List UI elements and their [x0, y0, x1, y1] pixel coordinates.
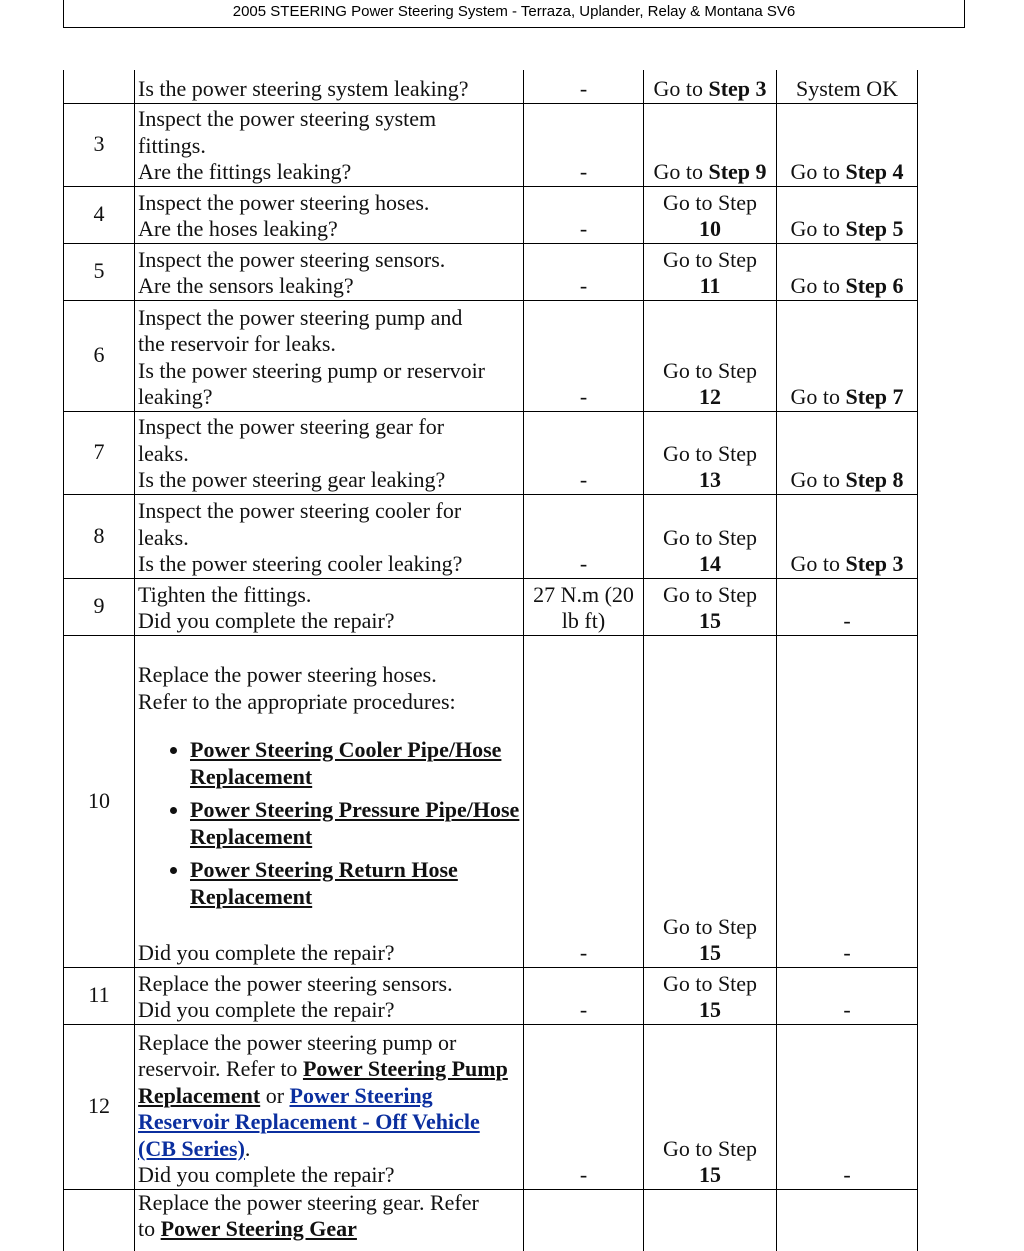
action-cell: Replace the power steering sensors. Did you complete the repair? — [135, 967, 524, 1024]
page-header: 2005 STEERING Power Steering System - Terraza, Uplander, Relay & Montana SV6 — [63, 0, 965, 28]
step-number — [64, 70, 135, 103]
link-steering-gear[interactable]: Power Steering Gear — [160, 1216, 357, 1241]
step-number: 11 — [64, 967, 135, 1024]
step-number: 12 — [64, 1024, 135, 1189]
procedure-link-cooler-hose[interactable]: • Power Steering Cooler Pipe/Hose Replacement — [190, 737, 520, 790]
table-row — [64, 494, 918, 578]
value-cell: - — [524, 1024, 644, 1189]
step-number: 8 — [64, 494, 135, 578]
yes-cell: Go to Step 3 — [644, 70, 777, 103]
action-cell: Inspect the power steering gear for leaks. Is the power steering gear leaking? — [135, 411, 524, 494]
yes-cell: Go to Step 15 — [644, 967, 777, 1024]
table-row — [64, 103, 918, 186]
value-cell: - — [524, 300, 644, 411]
procedure-link-return-hose[interactable]: • Power Steering Return Hose Replacement — [190, 857, 520, 910]
step-number: 9 — [64, 578, 135, 635]
no-cell: Go to Step 8 — [777, 411, 918, 494]
no-cell: - — [777, 578, 918, 635]
yes-cell — [644, 1189, 777, 1251]
value-cell: - — [524, 186, 644, 243]
value-cell — [524, 1189, 644, 1251]
no-cell: - — [777, 967, 918, 1024]
step-number: 10 — [64, 635, 135, 967]
action-cell: Replace the power steering hoses. Refer to the appropriate procedures: • Power Steering Cooler Pipe/Hose Replacement • Power Steering Pressure Pipe/Hose Replacement • Power Steering Return Hose Replacement Did you complete the repair? — [135, 635, 524, 967]
table-row — [64, 186, 918, 243]
no-cell: Go to Step 5 — [777, 186, 918, 243]
yes-cell: Go to Step 11 — [644, 243, 777, 300]
link-reservoir-replacement[interactable]: Power Steering Reservoir Replacement - Off Vehicle (CB Series) — [138, 1082, 480, 1161]
action-cell: Inspect the power steering pump and the reservoir for leaks. Is the power steering pump or reservoir leaking? — [135, 300, 524, 411]
value-cell: - — [524, 103, 644, 186]
yes-cell: Go to Step 14 — [644, 494, 777, 578]
value-cell: - — [524, 635, 644, 967]
yes-cell: Go to Step 12 — [644, 300, 777, 411]
yes-cell: Go to Step 10 — [644, 186, 777, 243]
table-row — [64, 411, 918, 494]
no-cell: Go to Step 4 — [777, 103, 918, 186]
step-number: 5 — [64, 243, 135, 300]
action-cell: Replace the power steering gear. Refer to Power Steering Gear — [135, 1189, 524, 1251]
table-row — [64, 70, 918, 103]
table-row — [64, 967, 918, 1024]
no-cell: Go to Step 3 — [777, 494, 918, 578]
yes-cell: Go to Step 15 — [644, 635, 777, 967]
yes-cell: Go to Step 13 — [644, 411, 777, 494]
no-cell: Go to Step 7 — [777, 300, 918, 411]
step-number: 6 — [64, 300, 135, 411]
table-row — [64, 243, 918, 300]
value-cell: - — [524, 411, 644, 494]
diagnostic-table — [63, 70, 918, 1251]
value-cell: - — [524, 494, 644, 578]
link-pump-replacement[interactable]: Power Steering Pump Replacement — [138, 1056, 508, 1108]
procedure-link-pressure-hose[interactable]: • Power Steering Pressure Pipe/Hose Replacement — [190, 797, 520, 850]
action-cell: Is the power steering system leaking? — [135, 70, 524, 103]
no-cell: - — [777, 1024, 918, 1189]
table-row — [64, 300, 918, 411]
value-cell: 27 N.m (20 lb ft) — [524, 578, 644, 635]
action-cell: Replace the power steering pump or reservoir. Refer to Power Steering Pump Replacement or Power Steering Reservoir Replacement - Off Vehicle (CB Series). Did you complete the repair? — [135, 1024, 524, 1189]
action-cell: Inspect the power steering system fittings. Are the fittings leaking? — [135, 103, 524, 186]
table-row — [64, 635, 918, 967]
yes-cell: Go to Step 15 — [644, 578, 777, 635]
yes-cell: Go to Step 15 — [644, 1024, 777, 1189]
no-cell: Go to Step 6 — [777, 243, 918, 300]
action-cell: Inspect the power steering cooler for leaks. Is the power steering cooler leaking? — [135, 494, 524, 578]
value-cell: - — [524, 967, 644, 1024]
table-row — [64, 578, 918, 635]
no-cell: System OK — [777, 70, 918, 103]
step-number: 3 — [64, 103, 135, 186]
value-cell: - — [524, 70, 644, 103]
step-number: 4 — [64, 186, 135, 243]
action-cell: Tighten the fittings. Did you complete the repair? — [135, 578, 524, 635]
action-cell: Inspect the power steering sensors. Are the sensors leaking? — [135, 243, 524, 300]
table-row — [64, 1189, 918, 1251]
step-number — [64, 1189, 135, 1251]
value-cell: - — [524, 243, 644, 300]
procedure-list — [138, 737, 520, 910]
action-cell: Inspect the power steering hoses. Are the hoses leaking? — [135, 186, 524, 243]
step-number: 7 — [64, 411, 135, 494]
no-cell — [777, 1189, 918, 1251]
yes-cell: Go to Step 9 — [644, 103, 777, 186]
no-cell: - — [777, 635, 918, 967]
table-row — [64, 1024, 918, 1189]
